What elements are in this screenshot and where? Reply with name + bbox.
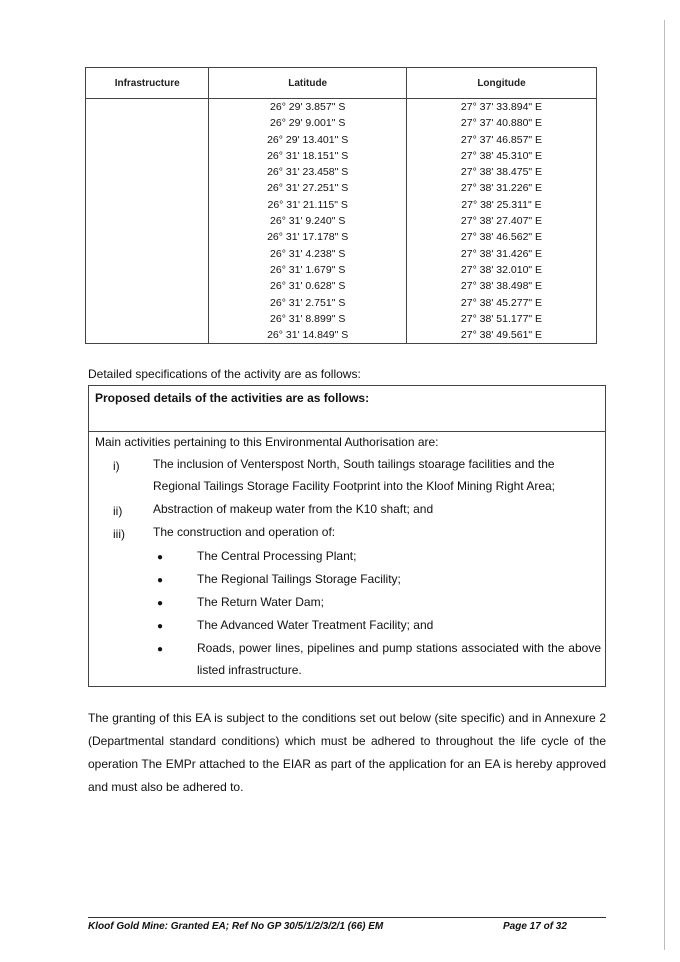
latitude-value: 26° 31' 21.115" S	[267, 198, 348, 211]
item-number: i)	[113, 459, 120, 473]
bullet-icon: ●	[157, 621, 164, 632]
latitude-value: 26° 29' 13.401" S	[267, 133, 349, 146]
longitude-value: 27° 38' 38.475" E	[460, 166, 543, 179]
longitude-value: 27° 38' 46.562" E	[460, 231, 543, 244]
latitude-value: 26° 31' 17.178" S	[267, 231, 349, 244]
page-number: Page 17 of 32	[503, 921, 567, 932]
bullet-icon: ●	[157, 552, 164, 563]
longitude-value: 27° 38' 38.498" E	[460, 280, 543, 293]
bullet-icon: ●	[157, 598, 164, 609]
latitude-value: 26° 29' 9.001" S	[270, 117, 346, 130]
latitude-value: 26° 31' 14.849" S	[267, 329, 349, 342]
spec-heading: Proposed details of the activities are as follows:	[89, 386, 605, 432]
list-item: The Advanced Water Treatment Facility; and	[197, 618, 434, 632]
coordinates-table	[85, 67, 597, 344]
latitude-value: 26° 31' 9.240" S	[270, 215, 346, 228]
activity-specification-box	[88, 385, 606, 687]
table-header-row	[86, 68, 597, 99]
longitude-cell	[406, 99, 596, 344]
latitude-value: 26° 29' 3.857" S	[270, 101, 346, 113]
header-longitude: Longitude	[406, 68, 596, 99]
bullet-icon: ●	[157, 575, 164, 586]
latitude-value: 26° 31' 18.151" S	[267, 149, 349, 162]
footer-reference: Kloof Gold Mine: Granted EA; Ref No GP 30/5/1/2/3/2/1 (66) EM	[88, 921, 384, 932]
longitude-value: 27° 38' 51.177" E	[460, 312, 543, 325]
longitude-value: 27° 37' 46.857" E	[460, 133, 543, 146]
list-item: The Central Processing Plant;	[197, 549, 357, 563]
page-edge-line	[664, 20, 665, 950]
longitude-value: 27° 38' 31.426" E	[460, 247, 543, 260]
longitude-value: 27° 38' 45.277" E	[460, 296, 543, 309]
header-latitude: Latitude	[209, 68, 407, 99]
latitude-value: 26° 31' 1.679" S	[270, 263, 346, 276]
bullet-icon: ●	[157, 644, 164, 655]
latitude-value: 26° 31' 2.751" S	[270, 296, 346, 309]
latitude-value: 26° 31' 0.628" S	[270, 280, 346, 293]
longitude-value: 27° 38' 45.310" E	[460, 149, 543, 162]
list-item: The Regional Tailings Storage Facility;	[197, 572, 401, 586]
longitude-value: 27° 38' 31.226" E	[460, 182, 543, 195]
list-item: Roads, power lines, pipelines and pump stations associated with the above listed infrastructure.	[197, 641, 601, 677]
table-row	[86, 99, 597, 344]
header-infrastructure: Infrastructure	[86, 68, 209, 99]
longitude-value: 27° 37' 33.894" E	[460, 101, 543, 113]
list-item: Abstraction of makeup water from the K10 shaft; and	[153, 502, 434, 516]
latitude-value: 26° 31' 27.251" S	[267, 182, 349, 195]
longitude-value: 27° 38' 25.311" E	[461, 198, 542, 211]
conditions-paragraph: The granting of this EA is subject to the conditions set out below (site specific) and in Annexure 2 (Departmental standard conditions) which must be adhered to throughout the life cycle of the operation The EMPr attached to the EIAR as part of the application for an EA is hereby approved and must also be adhered to.	[88, 711, 606, 794]
latitude-cell	[209, 99, 407, 344]
list-item: The inclusion of Venterspost North, South tailings stoarage facilities and the Regional Tailings Storage Facility Footprint into the Kloof Mining Right Area;	[153, 457, 555, 493]
footer-divider	[88, 917, 606, 918]
spec-lead-text: Main activities pertaining to this Environmental Authorisation are:	[95, 435, 439, 449]
longitude-value: 27° 37' 40.880" E	[460, 117, 543, 130]
item-number: iii)	[113, 527, 125, 541]
latitude-value: 26° 31' 23.458" S	[267, 166, 349, 179]
longitude-value: 27° 38' 49.561" E	[460, 329, 543, 342]
longitude-value: 27° 38' 32.010" E	[460, 263, 543, 276]
longitude-value: 27° 38' 27.407" E	[460, 215, 543, 228]
list-item: The construction and operation of:	[153, 525, 336, 539]
infrastructure-cell	[86, 99, 209, 344]
list-item: The Return Water Dam;	[197, 595, 324, 609]
intro-text: Detailed specifications of the activity are as follows:	[88, 367, 361, 381]
latitude-value: 26° 31' 8.899" S	[270, 312, 346, 325]
item-number: ii)	[113, 504, 123, 518]
latitude-value: 26° 31' 4.238" S	[270, 247, 346, 260]
